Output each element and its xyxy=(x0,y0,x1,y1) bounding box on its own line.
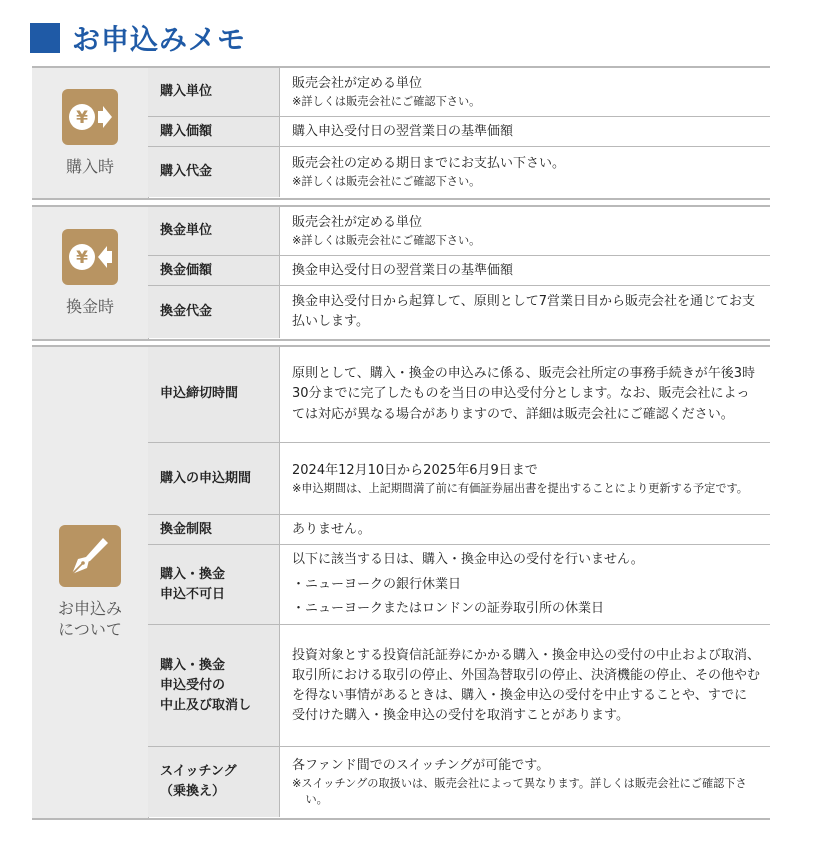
purchase-section-label: 購入時 xyxy=(65,156,114,176)
row-content xyxy=(280,515,770,545)
row-label: 換金価額 xyxy=(148,256,280,286)
table-row xyxy=(148,255,770,286)
row-note: ※詳しくは販売会社にご確認下さい。 xyxy=(292,94,481,108)
row-text: 販売会社が定める単位 xyxy=(292,214,423,230)
row-label-line: 申込不可日 xyxy=(160,587,226,602)
yen-arrow-right-icon xyxy=(62,89,118,145)
title-accent-square xyxy=(30,23,60,53)
table-row xyxy=(148,442,770,515)
row-content xyxy=(280,256,770,286)
purchase-section xyxy=(32,66,770,200)
table-row xyxy=(148,514,770,545)
row-label: 換金単位 xyxy=(148,207,280,255)
table-row xyxy=(148,68,770,116)
row-label xyxy=(148,747,280,817)
row-label-line: 購入・換金 xyxy=(160,566,226,582)
redemption-section-label: 換金時 xyxy=(65,296,114,316)
row-content xyxy=(280,625,770,747)
table-row xyxy=(148,624,770,747)
table-row xyxy=(148,347,770,442)
row-label-line: 中止及び取消し xyxy=(160,698,252,714)
table-row xyxy=(148,207,770,255)
table-row xyxy=(148,285,770,338)
row-label-line: 申込受付の xyxy=(160,677,226,693)
yen-arrow-left-icon xyxy=(62,229,118,285)
table-row xyxy=(148,146,770,197)
row-label: 換金制限 xyxy=(148,515,280,545)
page-header xyxy=(30,18,246,58)
row-label: 購入価額 xyxy=(148,117,280,147)
row-label: 申込締切時間 xyxy=(148,347,280,442)
row-text: 投資対象とする投資信託証券にかかる購入・換金申込の受付の中止および取消、取引所における取引の停止、外国為替取引の停止、決済機能の停止、その他やむを得ない事情があるときは、購入・換金申込の受付を中止することや、すでに受付けた購入・換金申込の受付を取消すことがあります。 xyxy=(292,647,761,724)
row-label-line: スイッチング xyxy=(160,763,237,779)
row-text: 2024年12月10日から2025年6月9日まで xyxy=(292,462,538,478)
application-section xyxy=(32,345,770,820)
row-label: 購入単位 xyxy=(148,68,280,116)
row-label xyxy=(148,625,280,747)
application-label-line2: について xyxy=(58,619,122,639)
row-label-line: 購入・換金 xyxy=(160,657,226,673)
application-section-label xyxy=(58,599,122,641)
row-label: 換金代金 xyxy=(148,286,280,338)
list-item: ・ニューヨークまたはロンドンの証券取引所の休業日 xyxy=(292,601,605,617)
row-content xyxy=(280,545,770,625)
row-content xyxy=(280,147,770,197)
row-note: ※スイッチングの取扱いは、販売会社によって異なります。詳しくは販売会社にご確認下さい。 xyxy=(292,776,747,807)
row-text: ありません。 xyxy=(292,521,371,537)
fountain-pen-icon xyxy=(59,525,121,587)
purchase-section-header xyxy=(32,68,149,198)
row-text: 原則として、購入・換金の申込みに係る、販売会社所定の事務手続きが午後3時30分までに完了したものを当日の申込受付分とします。なお、販売会社によっては対応が異なる場合がありますので、詳細は販売会社にご確認ください。 xyxy=(292,366,756,422)
row-content xyxy=(280,443,770,515)
list-item: ・ニューヨークの銀行休業日 xyxy=(292,576,462,592)
row-content xyxy=(280,747,770,817)
application-label-line1: お申込み xyxy=(57,598,122,618)
svg-text:¥: ¥ xyxy=(76,107,88,128)
table-row xyxy=(148,116,770,147)
row-content xyxy=(280,286,770,338)
row-label: 購入の申込期間 xyxy=(148,443,280,515)
row-content xyxy=(280,347,770,442)
row-note: ※申込期間は、上記期間満了前に有価証券届出書を提出することにより更新する予定です。 xyxy=(292,481,748,495)
redemption-section-header xyxy=(32,207,149,339)
svg-text:¥: ¥ xyxy=(76,247,88,268)
row-note: ※詳しくは販売会社にご確認下さい。 xyxy=(292,233,481,247)
table-row xyxy=(148,746,770,817)
row-label xyxy=(148,545,280,625)
application-section-header xyxy=(32,347,149,818)
row-label: 購入代金 xyxy=(148,147,280,197)
row-text: 購入申込受付日の翌営業日の基準価額 xyxy=(292,123,514,139)
row-text: 販売会社が定める単位 xyxy=(292,75,423,91)
row-text: 販売会社の定める期日までにお支払い下さい。 xyxy=(292,155,566,171)
row-text: 換金申込受付日の翌営業日の基準価額 xyxy=(292,262,514,278)
row-content xyxy=(280,68,770,116)
redemption-section xyxy=(32,205,770,341)
row-label-line: （乗換え） xyxy=(160,784,226,799)
row-text: 換金申込受付日から起算して、原則として7営業日目から販売会社を通じてお支払いします。 xyxy=(292,293,756,329)
table-row xyxy=(148,544,770,625)
page-title: お申込みメモ xyxy=(72,23,247,56)
row-content xyxy=(280,207,770,255)
row-text: 以下に該当する日は、購入・換金申込の受付を行いません。 xyxy=(292,551,644,567)
row-note: ※詳しくは販売会社にご確認下さい。 xyxy=(292,174,481,188)
row-content xyxy=(280,117,770,147)
row-text: 各ファンド間でのスイッチングが可能です。 xyxy=(292,757,550,773)
